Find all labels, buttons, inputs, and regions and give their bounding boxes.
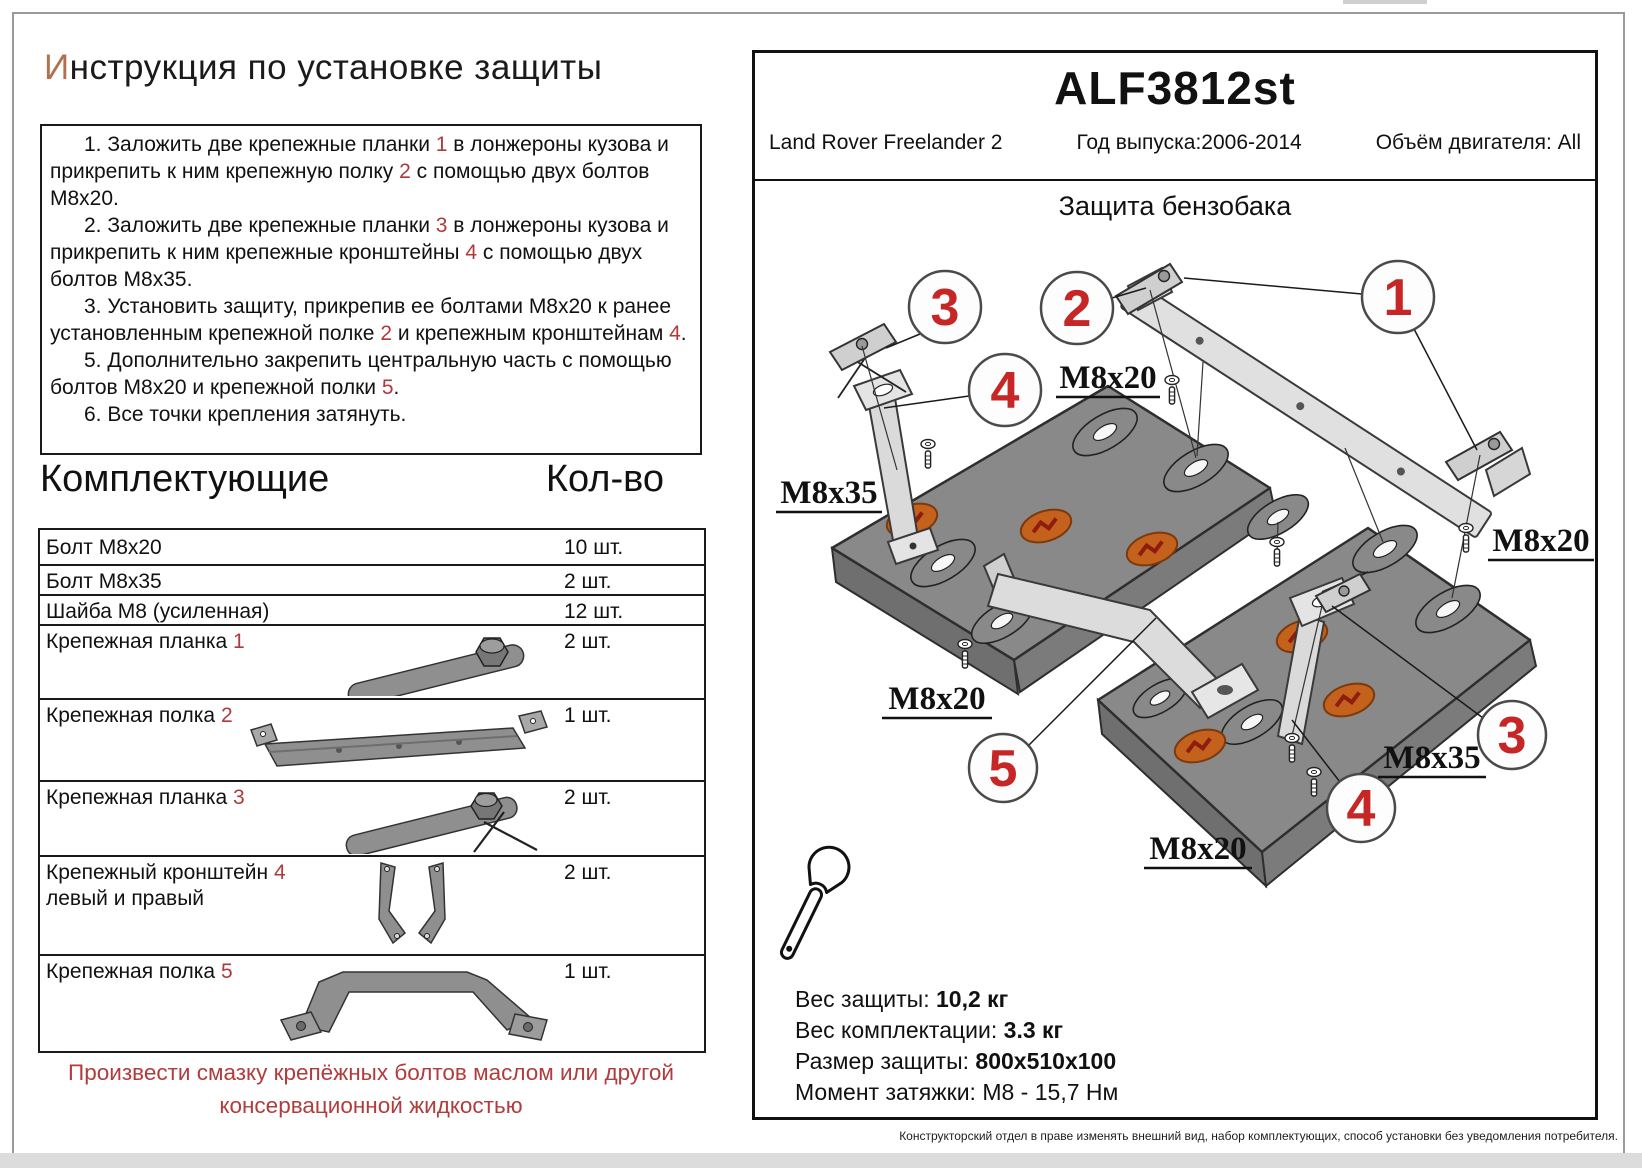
spec-row-torque [795,1077,1118,1108]
table-row [40,564,704,594]
page-title [44,48,602,88]
spec-value: 10,2 кг [935,986,1009,1012]
title-rest: нструкция по установке защиты [69,48,603,87]
installation-steps-box [40,124,702,455]
balloon-1 [1362,261,1434,333]
grease-note-line2: консервационной жидкостью [219,1093,523,1118]
table-row [40,698,704,780]
label-m8x20-top: M8x20 [1059,360,1157,396]
title-first-letter: И [44,48,70,87]
instruction-step: 5. Дополнительно закрепить центральную часть с помощью болтов М8х20 и крепежной полки 5. [50,349,672,399]
balloon-number: 3 [1497,707,1527,765]
specs-block [795,984,1118,1108]
label-m8x35-lower: M8x35 [1383,740,1481,776]
part-name: Крепежный кронштейн 4 левый и правый [46,861,286,910]
instruction-step: 3. Установить защиту, прикрепив ее болтами М8х20 к ранее установленным крепежной полке 2 и крепежным кронштейнам 4. [50,295,687,345]
spec-value: 3.3 кг [1003,1017,1064,1043]
parts-heading [40,458,702,501]
wrench-icon [767,840,856,966]
part-qty: 2 шт. [564,786,612,809]
panel-info-row [755,131,1595,155]
grease-note [40,1056,702,1122]
label-m8x35-left: M8x35 [780,475,878,511]
part-qty: 1 шт. [564,704,612,727]
balloon-4-top [969,354,1041,426]
parts-table [38,528,706,1053]
part-qty: 12 шт. [564,600,624,623]
part-image-left-right-brackets [357,859,467,952]
bottom-edge-strip [0,1153,1642,1168]
balloon-number: 5 [988,740,1018,798]
product-code: ALF3812st [1054,62,1296,114]
balloon-number: 4 [990,362,1020,420]
spec-label: Вес защиты: [795,986,936,1012]
table-row [40,530,704,564]
balloon-5 [969,734,1037,802]
spec-row-kit-weight [795,1015,1118,1046]
balloon-3-top [909,271,981,343]
table-row [40,855,704,954]
vehicle-model: Land Rover Freelander 2 [769,131,1003,154]
part-image-bridge-shelf [267,960,559,1046]
part-qty: 2 шт. [564,861,612,884]
balloon-number: 3 [930,279,960,337]
diagram-title: Защита бензобака [1058,191,1292,221]
table-row [40,780,704,855]
balloon-3-lower [1478,701,1546,769]
spec-label: Момент затяжки: [795,1079,983,1105]
part-image-strip-with-nut [332,628,562,696]
spec-label: Вес комплектации: [795,1017,1004,1043]
instruction-step: 1. Заложить две крепежные планки 1 в лонжероны кузова и прикрепить к ним крепежную полку 2 с помощью двух болтов М8х20. [50,133,669,210]
engine-volume: Объём двигателя: All [1375,131,1581,154]
part-name: Крепежная планка 3 [46,786,245,809]
table-row [40,624,704,698]
balloon-number: 2 [1062,280,1092,338]
table-row [40,954,704,1051]
production-years: Год выпуска:2006-2014 [1076,131,1302,154]
part-name: Крепежная полка 5 [46,960,233,983]
balloon-number: 4 [1346,780,1376,838]
balloon-2 [1041,272,1113,344]
part-name: Крепежная планка 1 [46,630,245,653]
instruction-step: 6. Все точки крепления затянуть. [84,403,407,426]
footnote: Конструкторский отдел в праве изменять внешний вид, набор комплектующих, способ установки без уведомления потребителя. [899,1129,1618,1143]
part-image-long-shelf-bar [247,702,549,778]
part-name: Крепежная полка 2 [46,704,233,727]
part-name: Болт М8х20 [46,536,162,559]
part-qty: 2 шт. [564,630,612,653]
spec-row-weight [795,984,1118,1015]
spec-value: 800x510x100 [975,1048,1117,1074]
part-qty: 1 шт. [564,960,612,983]
label-m8x20-midleft: M8x20 [888,681,986,717]
parts-heading-label: Комплектующие [40,458,330,500]
top-edge-strip [1343,0,1427,4]
part-qty: 10 шт. [564,536,624,559]
table-row [40,594,704,624]
spec-value: М8 - 15,7 Нм [982,1079,1119,1105]
part-image-strip-with-nut-and-wire [332,784,567,854]
label-m8x20-right: M8x20 [1492,523,1590,559]
part-name: Шайба М8 (усиленная) [46,600,270,623]
balloon-4-lower [1327,774,1395,842]
spec-row-size [795,1046,1118,1077]
label-m8x20-bottom: M8x20 [1149,831,1247,867]
spec-label: Размер защиты: [795,1048,976,1074]
balloon-number: 1 [1383,269,1413,327]
instruction-step: 2. Заложить две крепежные планки 3 в лонжероны кузова и прикрепить к ним крепежные кронштейны 4 с помощью двух болтов М8х35. [50,214,669,291]
part-name: Болт М8х35 [46,570,162,593]
grease-note-line1: Произвести смазку крепёжных болтов маслом или другой [68,1060,674,1085]
part-qty: 2 шт. [564,570,612,593]
qty-heading-label: Кол-во [545,458,664,500]
panel-header [755,53,1595,181]
